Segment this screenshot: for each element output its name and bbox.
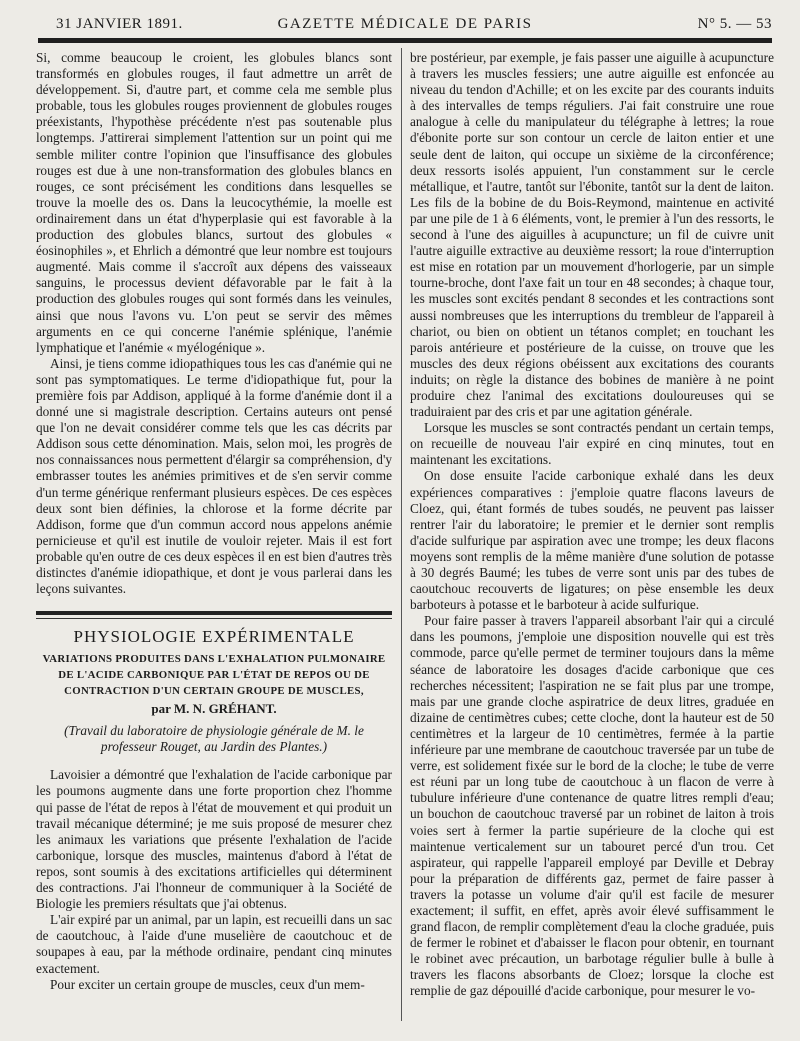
section-title: PHYSIOLOGIE EXPÉRIMENTALE	[73, 627, 355, 647]
paragraph: Lorsque les muscles se sont contractés pendant un certain temps, on recueille de nouveau l'air expiré en cinq minutes, tout en maintenant les excitations.	[410, 420, 774, 468]
paragraph: Pour exciter un certain groupe de muscles, ceux d'un mem-	[50, 976, 365, 992]
paragraph: Si, comme beaucoup le croient, les globules blancs sont transformés en globules rouges, il faut admettre un arrêt de développement. Si, d'autre part, et comme cela me semble plus probable, tous les globules rouges proviennent de globules rouges préexistants, l'hypothèse précédente n'est pas soutenable plus longtemps. J'attirerai simplement l'attention sur un point qui me semble militer contre l'opinion que l'insuffisance des globules rouges est due à une non-transformation des globules blancs en rouges, ce sont précisément les conditions dans lesquelles se trouve la moelle des os. Dans la leucocythémie, la moelle est ordinairement dans un état d'hyperplasie qui est favorable à la production des globules blancs, surtout des globules « éosinophiles », et Ehrlich a démontré que leur nombre est toujours augmenté. Mais comme il s'accroît aux dépens des vaisseaux sanguins, le processus devient défavorable par le fait à la production des globules rouges qui sont formés dans les veinules, ainsi que nous l'avons vu. L'on peut se servir des mêmes arguments en ce qui concerne l'anémie splénique, l'anémie lymphatique et l'anémie « myélogénique ».	[36, 50, 392, 355]
paragraph: On dose ensuite l'acide carbonique exhalé dans les deux expériences comparatives : j'emploie quatre flacons laveurs de Cloez, qui, étant formés de tubes soudés, ne peuvent pas laisser rentrer l'air du laboratoire; le premier et le dernier sont remplis d'acide sulfurique par aspiration avec une trompe; les deux flacons moyens sont remplis de la même manière d'une solution de potasse à 30 degrés Baumé; les tubes de verre sont unis par des tubes de caoutchouc recouverts de ligatures; on pèse ensemble les deux barboteurs à potasse et le barboteur à acide sulfurique.	[410, 468, 774, 613]
paragraph: L'air expiré par un animal, par un lapin, est recueilli dans un sac de caoutchouc, à l'aide d'une muselière de caoutchouc et de soupapes à eau, par la méthode ordinaire, pendant cinq minutes exactement.	[36, 912, 392, 976]
paragraph: Pour faire passer à travers l'appareil absorbant l'air qui a circulé dans les poumons, j'emploie une disposition nouvelle qui est très commode, parce qu'elle permet de terminer toujours dans la même séance de laboratoire les dosages d'acide carbonique que ces recherches nécessitent; l'aspiration ne se fait plus par une trompe, mais par une grande cloche aspiratrice de deux litres, graduée en dizaine de centimètres cubes; cette cloche, dont la hauteur est de 50 centimètres et la largeur de 10 centimètres, fermée à la partie inférieure par une membrane de caoutchouc traversée par un tube de verre, est solidement fixée sur le bord de la cloche; le tube de verre est réuni par un long tube de caoutchouc à un flacon de verre à tubulure inférieure d'une contenance de quatre litres rempli d'eau; un bouchon de caoutchouc traversé par un robinet de laiton à trois voies sert à fermer la partie supérieure de la cloche qui est maintenue verticalement sur un tabouret percé d'un trou. Cet aspirateur, qui rappelle l'appareil employé par Deville et Debray pour la préparation de différents gaz, permet de faire passer à travers la potasse un volume d'air qu'il est facile de mesurer exactement; il suffit, en effet, après avoir élevé suffisamment le grand flacon, de remplir complètement d'eau la cloche graduée, puis de fermer le robinet et d'abaisser le flacon pour obtenir, en tournant le robinet avec précaution, un barbotage régulier bulle à bulle à travers les flacons absorbants de Cloez; lorsque la cloche est remplie de gaz dépouillé d'acide carbonique, pour mesurer le vo-	[410, 613, 775, 999]
article-subtitle: (Travail du laboratoire de physiologie générale de M. le professeur Rouget, au Jardin des Plantes.)	[64, 723, 364, 755]
column-divider	[401, 48, 402, 1021]
article-author: par M. N. GRÉHANT.	[151, 701, 277, 717]
section-separator-thin	[36, 618, 392, 619]
paragraph: bre postérieur, par exemple, je fais passer une aiguille à acupuncture à travers les muscles fessiers; une autre aiguille est enfoncée au niveau du tendon d'Achille; et on les excite par des courants induits à des intervalles de temps réguliers. J'ai fait construire une roue analogue à celle du manipulateur du télégraphe à lettres; la roue d'ébonite porte sur son contour un cercle de laiton entier et une seule dent de laiton, qui occupe un sixième de la circonférence; deux ressorts isolés appuient, l'un constamment sur le cercle métallique, et l'autre, tantôt sur l'ébonite, tantôt sur la dent de laiton. Les fils de la bobine de du Bois-Reymond, maintenue en activité par une pile de 1 à 6 éléments, vont, le premier à l'un des ressorts, le second à l'une des aiguilles à acupuncture; un fil de cuivre unit l'autre aiguille extractive au deuxième ressort; la roue d'interruption est mise en rotation par un mouvement d'horlogerie, par un simple tourne-broche, dont l'axe fait un tour en 48 secondes; à chaque tour, les muscles sont excités pendant 8 secondes et les contractions sont aussi nombreuses que les interruptions du trembleur de l'appareil à chariot, ou bien on obtient un tétanos complet; en touchant les parois antérieure et postérieure de la cuisse, on trouve que les muscles des deux régions obéissent aux excitations des courants induits; on règle la distance des bobines de manière à ne point produire chez l'animal des excitations douloureuses qui se traduiraient par des cris et par une agitation générale.	[410, 50, 774, 420]
paragraph: Ainsi, je tiens comme idiopathiques tous les cas d'anémie qui ne sont pas symptomatiques. Le terme d'idiopathique fut, pour la première fois par Addison, appliqué à la forme d'anémie dont il a donné une si magistrale description. Certains auteurs ont pensé que l'on ne devait considérer comme tels que les cas décrits par Addison sous cette dénomination. Mais, selon moi, les progrès de nos connaissances nous permettent d'élargir sa compréhension, d'y embrasser toutes les anémies primitives et de s'en servir comme d'un terme générique renfermant plusieurs espèces. De ces espèces deux sont bien définies, la chlorose et la forme décrite par Addison, forme que d'un commun accord nous appelons anémie pernicieuse et qu'il est inutile de vouloir rejeter. Mais il est fort probable qu'en outre de ces deux espèces il en est bien d'autres très distinctes d'anémie idiopathique, et dont je vous parlerai dans les leçons suivantes.	[36, 355, 392, 597]
section-separator-thick	[36, 611, 392, 615]
header-date: 31 JANVIER 1891.	[56, 16, 183, 32]
paragraph: Lavoisier a démontré que l'exhalation de l'acide carbonique par les poumons augmente dans une forte proportion chez l'homme qui passe de l'état de repos à l'état de mouvement et qui produit un travail mécanique déterminé; je me suis proposé de mesurer chez les animaux les variations que présente l'exhalation de l'acide carbonique, lorsque des muscles, maintenus d'abord à l'état de repos, sont soumis à des excitations artificielles qui déterminent des contractions. J'ai l'honneur de communiquer à la Société de Biologie les premiers résultats que j'ai obtenus.	[36, 767, 392, 912]
article-title: VARIATIONS PRODUITES DANS L'EXHALATION PULMONAIRE DE L'ACIDE CARBONIQUE PAR L'ÉTAT DE REPOS OU DE CONTRACTION D'UN CERTAIN GROUPE DE MUSCLES,	[42, 653, 386, 698]
left-column	[36, 50, 392, 993]
header-issue-page-number: N° 5. — 53	[697, 16, 772, 32]
header-rule	[38, 38, 772, 43]
right-column	[410, 50, 774, 1000]
header-journal-title: GAZETTE MÉDICALE DE PARIS	[277, 16, 533, 32]
page-header	[38, 14, 772, 34]
